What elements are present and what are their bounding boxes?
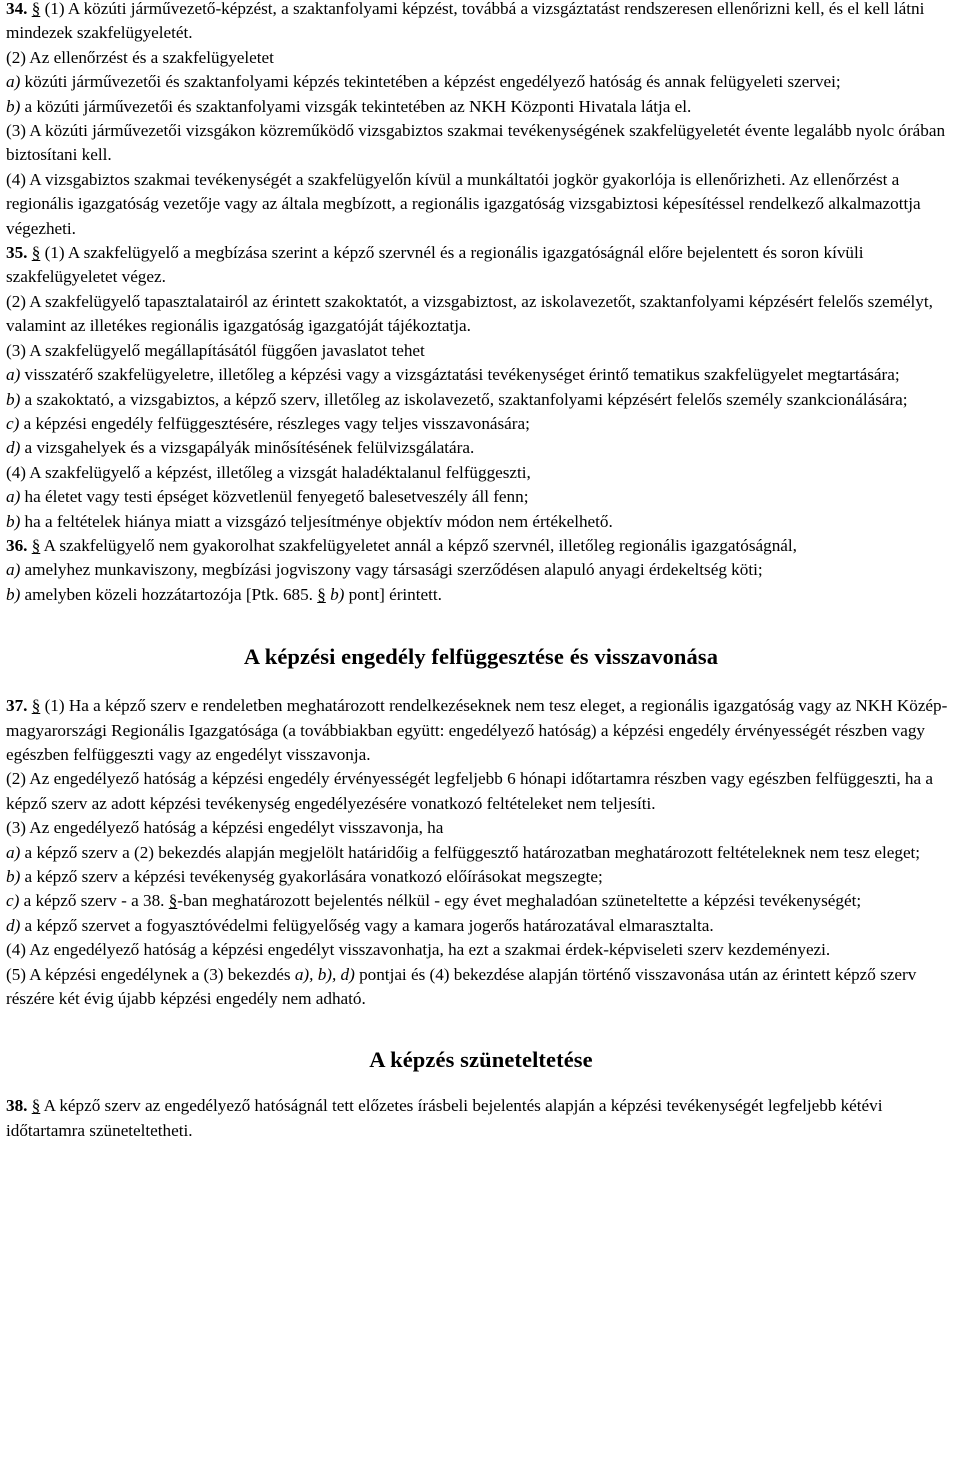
section-number: 35. — [6, 243, 28, 263]
point-label: a) — [6, 487, 21, 507]
paragraph-text: A képző szerv az engedélyező hatóságnál tett előzetes írásbeli bejelentés alapján a képzési tevékenységét legfeljebb kétévi időtartamra szüneteltetheti. — [6, 1096, 883, 1140]
section-symbol: § — [31, 0, 41, 18]
point-label: a) — [6, 72, 21, 92]
point-reference: a), b), d) — [294, 964, 355, 984]
point-text: a közúti járművezetői és szaktanfolyami vizsgák tekintetében az NKH Központi Hivatala látja el. — [20, 96, 692, 116]
section-34-point-a — [6, 70, 956, 94]
section-37-paragraph-2: (2) Az engedélyező hatóság a képzési engedély érvényességét legfeljebb 6 hónapi időtartamra részben vagy egészben felfüggeszti, ha a képző szerv az adott képzési tevékenység engedélyezésére vonatkozó feltételeket nem teljesíti. — [6, 769, 933, 813]
section-symbol: § — [31, 696, 41, 716]
paragraph-text: (1) A szakfelügyelő a megbízása szerint a képző szervnél és a regionális igazgatóságnál előre bejelentett és soron kívüli szakfelügyeletet végez. — [6, 243, 864, 287]
section-35-point-d — [6, 436, 956, 460]
section-number: 37. — [6, 696, 28, 716]
section-35-paragraph-2: (2) A szakfelügyelő tapasztalatairól az érintett szakoktatót, a vizsgabiztost, az iskolavezetőt, szaktanfolyami képzésért felelős személyt, valamint az illetékes regionális igazgatóság igazgatóját tájékoztatja. — [6, 291, 933, 336]
point-label: a) — [6, 560, 21, 580]
point-text: a vizsgahelyek és a vizsgapályák minősítésének felülvizsgálatára. — [20, 438, 475, 458]
point-label: d) — [6, 915, 21, 935]
point-text: amelyhez munkaviszony, megbízási jogviszony vagy társasági szerződésen alapuló anyagi érdekeltség köti; — [20, 560, 763, 580]
paragraph-text: (1) A közúti járművezető-képzést, a szaktanfolyami képzést, továbbá a vizsgáztatást rendszeresen ellenőrizni kell, és el kell látni mindezek szakfelügyeletét. — [6, 0, 925, 43]
section-35-paragraph-3: (3) A szakfelügyelő megállapításától függően javaslatot tehet — [6, 340, 425, 360]
section-35-point-a — [6, 363, 956, 387]
section-symbol: § — [31, 1096, 41, 1116]
paragraph-text: (1) Ha a képző szerv e rendeletben meghatározott rendelkezéseknek nem tesz eleget, a regionális igazgatóság vagy az NKH Közép-magyarországi Regionális Igazgatósága (a továbbiakban együtt: engedélyező hatóság) a képzési engedély érvényességét részben vagy egészben felfüggeszti vagy az engedélyt visszavonja. — [6, 696, 948, 764]
section-number: 36. — [6, 535, 28, 555]
point-text: a képző szerv a (2) bekezdés alapján megjelölt határidőig a felfüggesztő határozatban meghatározott feltételeknek nem tesz eleget; — [20, 842, 921, 862]
section-34-paragraph-2: (2) Az ellenőrzést és a szakfelügyeletet — [6, 47, 274, 67]
point-reference: b) — [330, 584, 345, 604]
paragraph-text: (5) A képzési engedélynek a (3) bekezdés — [6, 964, 295, 984]
section-34-paragraph-3: (3) A közúti járművezetői vizsgákon közreműködő vizsgabiztos szakmai tevékenységének szakfelügyeletét évente legalább nyolc órában biztosítani kell. — [6, 121, 946, 165]
heading-suspension-revocation: A képzési engedély felfüggesztése és visszavonása — [243, 644, 719, 670]
section-35-paragraph-4: (4) A szakfelügyelő a képzést, illetőleg a vizsgát haladéktalanul felfüggeszti, — [6, 462, 531, 482]
point-label: a) — [6, 365, 21, 385]
section-37-paragraph-5 — [6, 963, 956, 1012]
point-label: b) — [6, 584, 21, 604]
point-text: a képző szerv - a 38. — [19, 891, 169, 911]
point-text: a képzési engedély felfüggesztésére, részleges vagy teljes visszavonására; — [19, 413, 530, 433]
point-label: b) — [6, 867, 21, 886]
section-36-paragraph-1 — [6, 534, 956, 558]
point-text: ha a feltételek hiánya miatt a vizsgázó teljesítménye objektív módon nem értékelhető. — [20, 511, 613, 531]
point-label: c) — [6, 891, 20, 911]
section-34-point-b — [6, 95, 956, 119]
point-text: a képző szervet a fogyasztóvédelmi felügyelőség vagy a kamara jogerős határozatával elmarasztalta. — [20, 915, 714, 935]
section-35-point-b — [6, 388, 956, 412]
section-34-paragraph-1 — [6, 0, 956, 46]
point-text: a szakoktató, a vizsgabiztos, a képző szerv, illetőleg az iskolavezető, szaktanfolyami képzésért felelős személy szankcionálására; — [20, 389, 908, 409]
heading-training-suspension: A képzés szüneteltetése — [369, 1047, 593, 1073]
section-symbol: § — [31, 243, 41, 263]
section-35-point-4a — [6, 485, 956, 509]
section-37-paragraph-4: (4) Az engedélyező hatóság a képzési engedélyt visszavonhatja, ha ezt a szakmai érdek-képviseleti szerv kezdeményezi. — [6, 940, 831, 960]
paragraph-text: pontjai és (4) bekezdése alapján történő visszavonása után az érintett képző szerv részére két évig újabb képzési engedély nem adható. — [6, 964, 917, 1009]
section-37-paragraph-3: (3) Az engedélyező hatóság a képzési engedélyt visszavonja, ha — [6, 818, 444, 838]
section-symbol: § — [317, 584, 326, 604]
section-36-point-a — [6, 558, 956, 582]
section-38-paragraph-1 — [6, 1094, 956, 1143]
section-number: 34. — [6, 0, 28, 18]
point-text: visszatérő szakfelügyeletre, illetőleg a képzési vagy a vizsgáztatási tevékenységet érintő tematikus szakfelügyelet megtartására; — [20, 365, 900, 385]
point-label: b) — [6, 96, 21, 116]
point-label: b) — [6, 511, 21, 531]
point-label: c) — [6, 413, 20, 433]
section-36-point-b — [6, 583, 956, 607]
paragraph-text: A szakfelügyelő nem gyakorolhat szakfelügyeletet annál a képző szervnél, illetőleg regionális igazgatóságnál, — [40, 535, 797, 555]
section-34-paragraph-4: (4) A vizsgabiztos szakmai tevékenységét a szakfelügyelőn kívül a munkáltatói jogkör gyakorlója is ellenőrizheti. Az ellenőrzést a regionális igazgatóság vezetője vagy az általa megbízott, a regionális igazgatóság vizsgabiztosi képesítéssel rendelkező alkalmazottja végezheti. — [6, 169, 921, 238]
section-35-paragraph-1 — [6, 241, 956, 290]
section-35-point-c — [6, 412, 956, 436]
section-symbol: § — [31, 535, 41, 555]
point-text: ha életet vagy testi épséget közvetlenül fenyegető balesetveszély áll fenn; — [20, 487, 529, 507]
point-text: amelyben közeli hozzátartozója [Ptk. 685. — [20, 584, 318, 604]
point-label: b) — [6, 389, 21, 409]
point-label: d) — [6, 438, 21, 458]
point-text: közúti járművezetői és szaktanfolyami képzés tekintetében a képzést engedélyező hatóság és annak felügyeleti szervei; — [20, 72, 841, 92]
section-37-point-b — [6, 865, 956, 889]
section-37-point-d — [6, 914, 956, 938]
point-text: -ban meghatározott bejelentés nélkül - egy évet meghaladóan szüneteltette a képzési tevékenységét; — [177, 891, 862, 911]
section-37-paragraph-1 — [6, 694, 956, 767]
section-number: 38. — [6, 1096, 28, 1116]
section-37-point-a — [6, 841, 956, 865]
point-text: pont] érintett. — [344, 584, 442, 604]
point-text: a képző szerv a képzési tevékenység gyakorlására vonatkozó előírásokat megszegte; — [20, 867, 603, 886]
section-37-point-c — [6, 889, 956, 913]
point-label: a) — [6, 842, 21, 862]
section-35-point-4b — [6, 510, 956, 534]
section-symbol: § — [168, 891, 178, 911]
